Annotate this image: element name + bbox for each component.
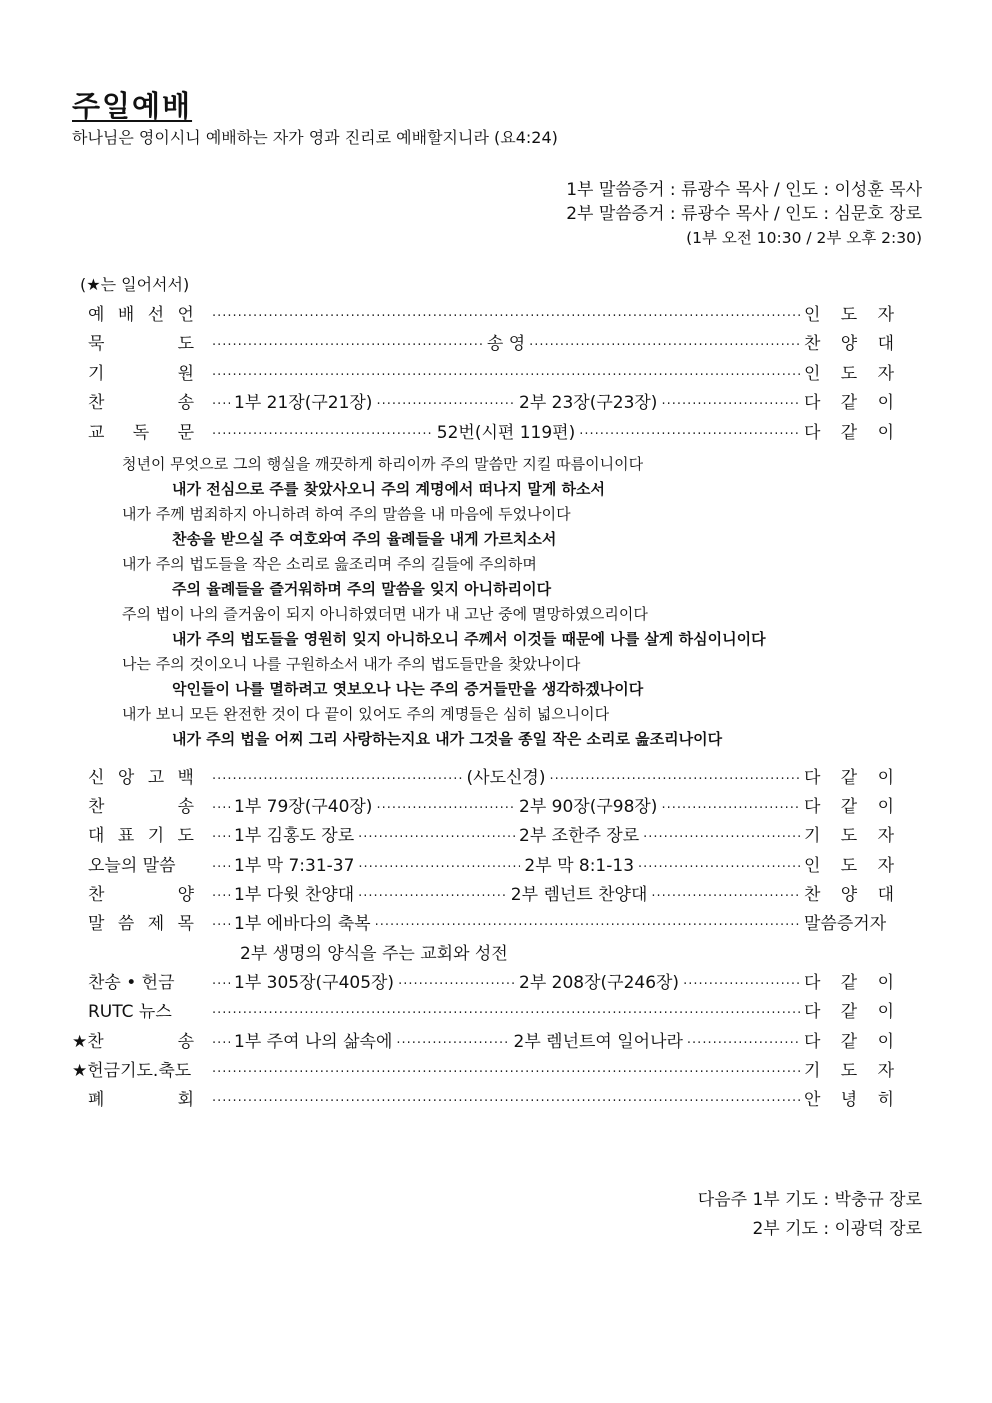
order-item-body (208, 1002, 804, 1017)
label-char: 송 (177, 1031, 194, 1052)
order-item-role (804, 418, 894, 443)
dot-leader (651, 885, 800, 900)
label-char: 기 (147, 825, 165, 846)
role-char: 다 (804, 422, 821, 443)
order-row (88, 820, 894, 846)
dot-leader (358, 885, 507, 900)
order-item-detail: 1부 다윗 찬양대 (234, 884, 355, 905)
order-row (72, 1055, 894, 1081)
reading-response: 주의 율례들을 즐거워하며 주의 말씀을 잊지 아니하리이다 (172, 580, 552, 598)
sermon-title-part-2: 2부 생명의 양식을 주는 교회와 성전 (240, 944, 508, 964)
role-char: 녕 (840, 1089, 858, 1110)
order-row (72, 1026, 894, 1052)
order-item-body (208, 792, 804, 817)
order-item-detail: 2부 렘넌트 찬양대 (510, 884, 648, 905)
order-item-role (804, 359, 894, 384)
role-char: 다 (804, 1031, 821, 1052)
role-char: 대 (877, 333, 894, 354)
next-week-line-2: 2부 기도 : 이광덕 장로 (752, 1219, 922, 1239)
order-row (88, 967, 894, 993)
role-char: 기 (804, 825, 821, 846)
order-row (88, 879, 894, 905)
dot-leader (212, 1002, 800, 1017)
dot-leader (212, 364, 800, 379)
label-char: 표 (117, 825, 135, 846)
dot-leader (212, 973, 230, 988)
dot-leader (358, 826, 515, 841)
role-char: 도 (840, 855, 858, 876)
order-item-label (88, 388, 194, 413)
role-char: 자 (877, 1060, 894, 1081)
order-item-label (88, 1085, 194, 1110)
dot-leader (212, 393, 230, 408)
order-row (88, 762, 894, 788)
order-item-label (88, 418, 194, 443)
role-char: 찬 (804, 333, 821, 354)
service-leaders (566, 178, 922, 250)
order-item-detail: 2부 23장(구23장) (519, 392, 658, 413)
dot-leader (549, 768, 800, 783)
dot-leader (643, 826, 800, 841)
role-char: 도 (840, 825, 858, 846)
dot-leader (212, 856, 230, 871)
order-item-body (208, 388, 804, 413)
order-row (88, 791, 894, 817)
order-row (88, 996, 894, 1022)
label-char: 양 (177, 884, 194, 905)
role-char: 인 (804, 363, 821, 384)
standing-legend: (★는 일어서서) (80, 275, 190, 294)
dot-leader (212, 1061, 800, 1076)
label-char: 회 (177, 1089, 194, 1110)
reading-response: 내가 전심으로 주를 찾았사오니 주의 계명에서 떠나지 말게 하소서 (172, 480, 606, 498)
dot-leader (212, 914, 230, 929)
order-item-role (804, 909, 894, 934)
order-item-body (208, 418, 804, 443)
dot-leader (212, 885, 230, 900)
order-item-label (88, 359, 194, 384)
order-item-label (72, 1027, 194, 1052)
order-item-body (208, 851, 804, 876)
order-item-role (804, 763, 894, 788)
order-item-detail: 1부 김홍도 장로 (234, 825, 355, 846)
order-row (88, 387, 894, 413)
label-char: 예 (88, 304, 105, 325)
role-char: 안 (804, 1089, 821, 1110)
label-char: 백 (177, 767, 194, 788)
dot-leader (529, 334, 800, 349)
dot-leader (212, 826, 230, 841)
order-row (88, 850, 894, 876)
dot-leader (683, 973, 800, 988)
order-item-label (88, 851, 194, 876)
order-item-detail: 1부 21장(구21장) (234, 392, 373, 413)
order-item-role (804, 300, 894, 325)
order-item-detail: 52번(시편 119편) (436, 422, 576, 443)
order-item-label (88, 997, 194, 1022)
order-item-body (208, 305, 804, 320)
responsive-reading (122, 452, 922, 752)
order-item-role (804, 329, 894, 354)
order-item-body (208, 909, 804, 934)
order-item-role (804, 821, 894, 846)
label-char: 찬 (88, 392, 105, 413)
order-item-role (804, 880, 894, 905)
label-char: ★헌금기도.축도 (72, 1060, 192, 1081)
dot-leader (212, 334, 483, 349)
label-char: 앙 (117, 767, 135, 788)
service-times: (1부 오전 10:30 / 2부 오후 2:30) (686, 229, 922, 247)
dot-leader (375, 914, 800, 929)
order-row (88, 358, 894, 384)
dot-leader (376, 797, 515, 812)
order-item-detail: 2부 렘넌트여 일어나라 (513, 1031, 683, 1052)
role-char: 말씀증거자 (804, 913, 887, 934)
label-char: 신 (88, 767, 105, 788)
role-char: 이 (877, 392, 894, 413)
label-char: 씀 (117, 913, 135, 934)
order-item-detail: 1부 79장(구40장) (234, 796, 373, 817)
order-item-body (208, 968, 804, 993)
order-item-detail: 1부 에바다의 축복 (234, 913, 371, 934)
label-char: 대 (88, 825, 105, 846)
label-char: 묵 (88, 333, 105, 354)
label-char: 원 (177, 363, 194, 384)
role-char: 다 (804, 972, 821, 993)
order-row (88, 1084, 894, 1110)
role-char: 이 (877, 1031, 894, 1052)
label-char: 언 (177, 304, 194, 325)
theme-verse: 하나님은 영이시니 예배하는 자가 영과 진리로 예배할지니라 (요4:24) (72, 128, 558, 147)
role-char: 자 (877, 304, 894, 325)
role-char: 인 (804, 304, 821, 325)
role-char: 자 (877, 363, 894, 384)
label-char: 문 (177, 422, 194, 443)
role-char: 대 (877, 884, 894, 905)
role-char: 도 (840, 1060, 858, 1081)
label-char: 폐 (88, 1089, 105, 1110)
label-char: 송 (177, 796, 194, 817)
order-item-label (88, 968, 194, 993)
label-char: 교 (88, 422, 105, 443)
role-char: 다 (804, 767, 821, 788)
order-item-role (804, 388, 894, 413)
dot-leader (661, 393, 800, 408)
order-item-role (804, 1027, 894, 1052)
order-item-label (88, 909, 194, 934)
order-item-detail: 2부 90장(구98장) (519, 796, 658, 817)
label-char: 찬송 • 헌금 (88, 972, 175, 993)
label-char: 오늘의 말씀 (88, 855, 176, 876)
role-char: 기 (804, 1060, 821, 1081)
label-char: 도 (177, 333, 194, 354)
role-char: 도 (840, 363, 858, 384)
reading-leader: 주의 법이 나의 즐거움이 되지 아니하였더면 내가 내 고난 중에 멸망하였으리이다 (122, 605, 648, 623)
label-char: 찬 (88, 796, 105, 817)
order-item-body (208, 763, 804, 788)
dot-leader (212, 1090, 800, 1105)
dot-leader (212, 1032, 230, 1047)
role-char: 이 (877, 767, 894, 788)
reading-response: 악인들이 나를 멸하려고 엿보오나 나는 주의 증거들만을 생각하겠나이다 (172, 680, 644, 698)
order-item-body (208, 1061, 804, 1076)
role-char: 이 (877, 1001, 894, 1022)
role-char: 이 (877, 796, 894, 817)
next-week-line-1: 다음주 1부 기도 : 박충규 장로 (697, 1190, 922, 1210)
role-char: 같 (840, 392, 858, 413)
reading-leader: 청년이 무엇으로 그의 행실을 깨끗하게 하리이까 주의 말씀만 지킬 따름이니이다 (122, 455, 644, 473)
order-item-label (88, 880, 194, 905)
order-item-detail: 1부 305장(구405장) (234, 972, 395, 993)
reading-response: 내가 주의 법도들을 영원히 잊지 아니하오니 주께서 이것들 때문에 나를 살게 하심이니이다 (172, 630, 766, 648)
dot-leader (661, 797, 800, 812)
dot-leader (212, 305, 800, 320)
next-week-prayer (698, 1186, 922, 1244)
order-item-role (804, 792, 894, 817)
label-char: 송 (177, 392, 194, 413)
dot-leader (396, 1032, 509, 1047)
label-char: 독 (132, 422, 150, 443)
page-title: 주일예배 (72, 89, 193, 123)
order-item-body (208, 364, 804, 379)
order-item-body (208, 1090, 804, 1105)
order-row (88, 328, 894, 354)
order-item-body (208, 821, 804, 846)
order-item-label (88, 763, 194, 788)
label-char: 제 (147, 913, 165, 934)
role-char: 인 (804, 855, 821, 876)
role-char: 자 (877, 825, 894, 846)
role-char: 히 (877, 1089, 894, 1110)
order-item-role (804, 1056, 894, 1081)
order-item-label (72, 1056, 194, 1081)
role-char: 다 (804, 392, 821, 413)
reading-leader: 내가 주께 범죄하지 아니하려 하여 주의 말씀을 내 마음에 두었나이다 (122, 505, 571, 523)
leaders-line-2: 2부 말씀증거 : 류광수 목사 / 인도 : 심문호 장로 (566, 204, 922, 224)
role-char: 양 (840, 884, 858, 905)
role-char: 같 (840, 796, 858, 817)
reading-response: 내가 주의 법을 어찌 그리 사랑하는지요 내가 그것을 종일 작은 소리로 읊조리나이다 (172, 730, 723, 748)
order-item-body (208, 1027, 804, 1052)
order-item-role (804, 851, 894, 876)
order-item-role (804, 1085, 894, 1110)
label-char: RUTC 뉴스 (88, 1001, 172, 1022)
dot-leader (687, 1032, 800, 1047)
dot-leader (398, 973, 515, 988)
dot-leader (358, 856, 520, 871)
order-item-body (208, 329, 804, 354)
label-char: 말 (88, 913, 105, 934)
order-item-detail: 송 영 (486, 333, 526, 354)
dot-leader (212, 797, 230, 812)
role-char: 찬 (804, 884, 821, 905)
label-char: 목 (177, 913, 194, 934)
order-row (88, 908, 894, 934)
reading-leader: 나는 주의 것이오니 나를 구원하소서 내가 주의 법도들만을 찾았나이다 (122, 655, 581, 673)
label-char: 고 (147, 767, 165, 788)
dot-leader (212, 768, 463, 783)
dot-leader (212, 423, 433, 438)
leaders-line-1: 1부 말씀증거 : 류광수 목사 / 인도 : 이성훈 목사 (566, 180, 922, 200)
order-row (88, 417, 894, 443)
order-item-detail: 2부 막 8:1-13 (524, 855, 635, 876)
order-item-detail: 2부 조한주 장로 (519, 825, 640, 846)
order-item-label (88, 821, 194, 846)
dot-leader (376, 393, 515, 408)
role-char: 같 (840, 1001, 858, 1022)
order-item-label (88, 329, 194, 354)
role-char: 이 (877, 972, 894, 993)
order-item-label (88, 300, 194, 325)
dot-leader (579, 423, 800, 438)
role-char: 이 (877, 422, 894, 443)
order-item-detail: 2부 208장(구246장) (519, 972, 680, 993)
role-char: 같 (840, 767, 858, 788)
reading-leader: 내가 주의 법도들을 작은 소리로 읊조리며 주의 길들에 주의하며 (122, 555, 537, 573)
role-char: 자 (877, 855, 894, 876)
label-char: 도 (177, 825, 194, 846)
role-char: 같 (840, 422, 858, 443)
order-item-role (804, 968, 894, 993)
label-char: 배 (117, 304, 135, 325)
role-char: 양 (840, 333, 858, 354)
order-item-detail: 1부 막 7:31-37 (234, 855, 355, 876)
role-char: 같 (840, 972, 858, 993)
role-char: 다 (804, 796, 821, 817)
reading-leader: 내가 보니 모든 완전한 것이 다 끝이 있어도 주의 계명들은 심히 넓으니이다 (122, 705, 610, 723)
role-char: 다 (804, 1001, 821, 1022)
role-char: 같 (840, 1031, 858, 1052)
label-char: 기 (88, 363, 105, 384)
dot-leader (638, 856, 800, 871)
order-item-role (804, 997, 894, 1022)
order-row (88, 299, 894, 325)
label-char: ★찬 (72, 1031, 104, 1052)
order-item-detail: (사도신경) (466, 767, 546, 788)
order-item-detail: 1부 주여 나의 삶속에 (234, 1031, 393, 1052)
label-char: 찬 (88, 884, 105, 905)
label-char: 선 (147, 304, 165, 325)
reading-response: 찬송을 받으실 주 여호와여 주의 율례들을 내게 가르치소서 (172, 530, 557, 548)
role-char: 도 (840, 304, 858, 325)
order-item-body (208, 880, 804, 905)
order-item-label (88, 792, 194, 817)
